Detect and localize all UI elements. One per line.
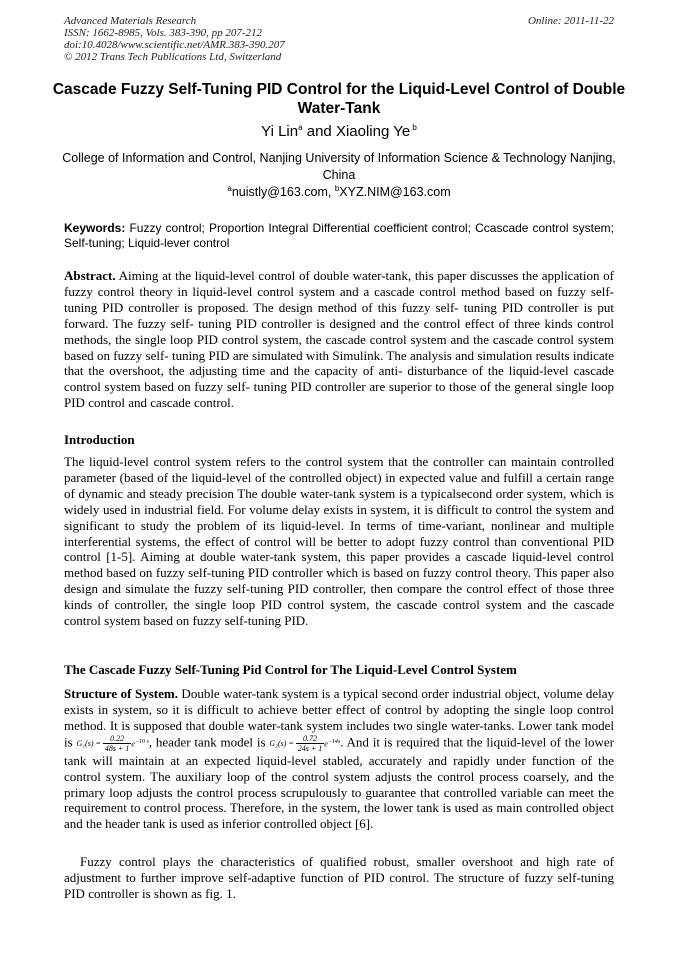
keywords-block xyxy=(64,221,614,251)
journal-name: Advanced Materials Research xyxy=(64,15,197,27)
online-date: Online: 2011-11-22 xyxy=(527,15,614,27)
header-tank-formula xyxy=(269,734,340,753)
g1-e: e xyxy=(131,739,135,749)
affiliation: College of Information and Control, Nanjing University of Information Science & Technology Nanjing, China xyxy=(62,151,616,182)
abstract-block xyxy=(64,268,614,411)
structure-text-a: Double water-tank system is a typical second order industrial object, volume delay exists in system, so it is difficult to achieve better effect of control by adopting the single loop control method. It is supposed that double water-tank system includes two single water-tanks. Lower tank model is xyxy=(64,686,614,750)
structure-label: Structure of System. xyxy=(64,686,178,701)
email-a-sup: a xyxy=(227,183,232,193)
author-and: and xyxy=(302,123,336,140)
g1-fraction xyxy=(103,734,132,753)
email-b: XYZ.NIM@163.com xyxy=(339,185,451,199)
g2-denominator: 24s + 1 xyxy=(297,743,323,753)
g2-fraction xyxy=(296,734,325,753)
author-2: Xiaoling Ye xyxy=(335,123,411,140)
fuzzy-paragraph: Fuzzy control plays the characteristics of qualified robust, smaller overshoot and high rate of adjustment to further improve self-adaptive function of PID control. The structure of fuzzy self-tuning PID controller is shown as fig. 1. xyxy=(64,854,614,901)
intro-paragraph: The liquid-level control system refers to the control system that the controller can maintain controlled parameter (based of the liquid-level of the controlled object) in expected value and fulfill a certain range of dynamic and steady precision The double water-tank system is a typicalsecond order system, which is widely used in industrial field. For volume delay exists in system, it is difficult to control the system and significant to study the problem of its liquid-level. In terms of time-variant, nonlinear and multiple interferential systems, the effect of control will be better to adopt fuzzy control than conventional PID control [1-5]. Aiming at double water-tank system, this paper provides a cascade liquid-level control method based on fuzzy self-tuning PID controller which is based on fuzzy control theory. This paper also design and simulate the fuzzy self-tuning PID controller, then compare the control effect of those three kinds of controller, the single loop PID control system, the cascade control system and the cascade control system based on fuzzy self-tuning PID. xyxy=(64,454,614,629)
keywords-text: Fuzzy control; Proportion Integral Differential coefficient control; Ccascade control system; Self-tuning; Liquid-lever control xyxy=(64,221,614,250)
abstract-text: Aiming at the liquid-level control of double water-tank, this paper discusses the application of fuzzy control theory in liquid-level control system and a cascade control method based on fuzzy self- tuning PID controller is proposed. The design method of this fuzzy self- tuning PID controller is put forward. The fuzzy self- tuning PID controller is designed and the control effect of three kinds control methods, the single loop PID control system, the cascade control system and the cascade control system based on fuzzy self- tuning PID are simulated with Simulink. The analysis and simulation results indicate that the overshoot, the adjusting time and the capacity of anti- disturbance of the liquid-level cascade control system based on fuzzy self- tuning PID controller are superior to those of the general single loop PID control and cascade control. xyxy=(64,268,614,411)
email-line xyxy=(0,184,678,200)
author-1-sup: a xyxy=(298,123,303,132)
paper-title: Cascade Fuzzy Self-Tuning PID Control for the Liquid-Level Control of Double Water-Tank xyxy=(52,81,626,117)
email-b-sup: b xyxy=(334,183,340,193)
lower-tank-formula xyxy=(76,734,148,753)
section-heading: The Cascade Fuzzy Self-Tuning Pid Control for The Liquid-Level Control System xyxy=(64,662,517,677)
author-2-sup: b xyxy=(410,123,417,132)
g1-exponential xyxy=(131,738,148,749)
g1-e-sup: −10 s xyxy=(134,738,149,745)
email-a: nuistly@163.com, xyxy=(231,185,335,199)
g2-exponential xyxy=(324,738,340,749)
g1-denominator: 48s + 1 xyxy=(104,743,130,753)
author-line xyxy=(0,123,678,140)
copyright-line: © 2012 Trans Tech Publications Ltd, Switzerland xyxy=(64,51,282,63)
g2-e: e xyxy=(324,739,328,749)
intro-heading: Introduction xyxy=(64,432,135,447)
issn-line: ISSN: 1662-8985, Vols. 383-390, pp 207-212 xyxy=(64,27,262,39)
abstract-label: Abstract. xyxy=(64,268,116,283)
doi-line: doi:10.4028/www.scientific.net/AMR.383-390.207 xyxy=(64,39,285,51)
g1-numerator: 0.22 xyxy=(103,734,132,744)
author-1: Yi Lin xyxy=(261,123,299,140)
g2-lhs: G₂(s) = xyxy=(269,738,294,748)
g1-lhs: G₁(s) = xyxy=(76,738,101,748)
g2-e-sup: −14s xyxy=(327,738,341,745)
g2-numerator: 0.72 xyxy=(296,734,325,744)
structure-paragraph xyxy=(64,686,614,832)
structure-text-c: . And it is required that the liquid-level of the lower tank will maintain at an expected liquid-level stabled, accurately and rapidly under function of the control system. The auxiliary loop of the control system adjusts the control process coarsely, and the primary loop adjusts the control process scrupulously to guarantee that controlled variable can meet the requirement to control process. Therefore, in the system, the lower tank is used as main controlled object and the header tank is used as inferior controlled object [6]. xyxy=(64,734,614,832)
structure-text-b: , header tank model is xyxy=(148,734,270,750)
keywords-label: Keywords: xyxy=(64,221,126,235)
